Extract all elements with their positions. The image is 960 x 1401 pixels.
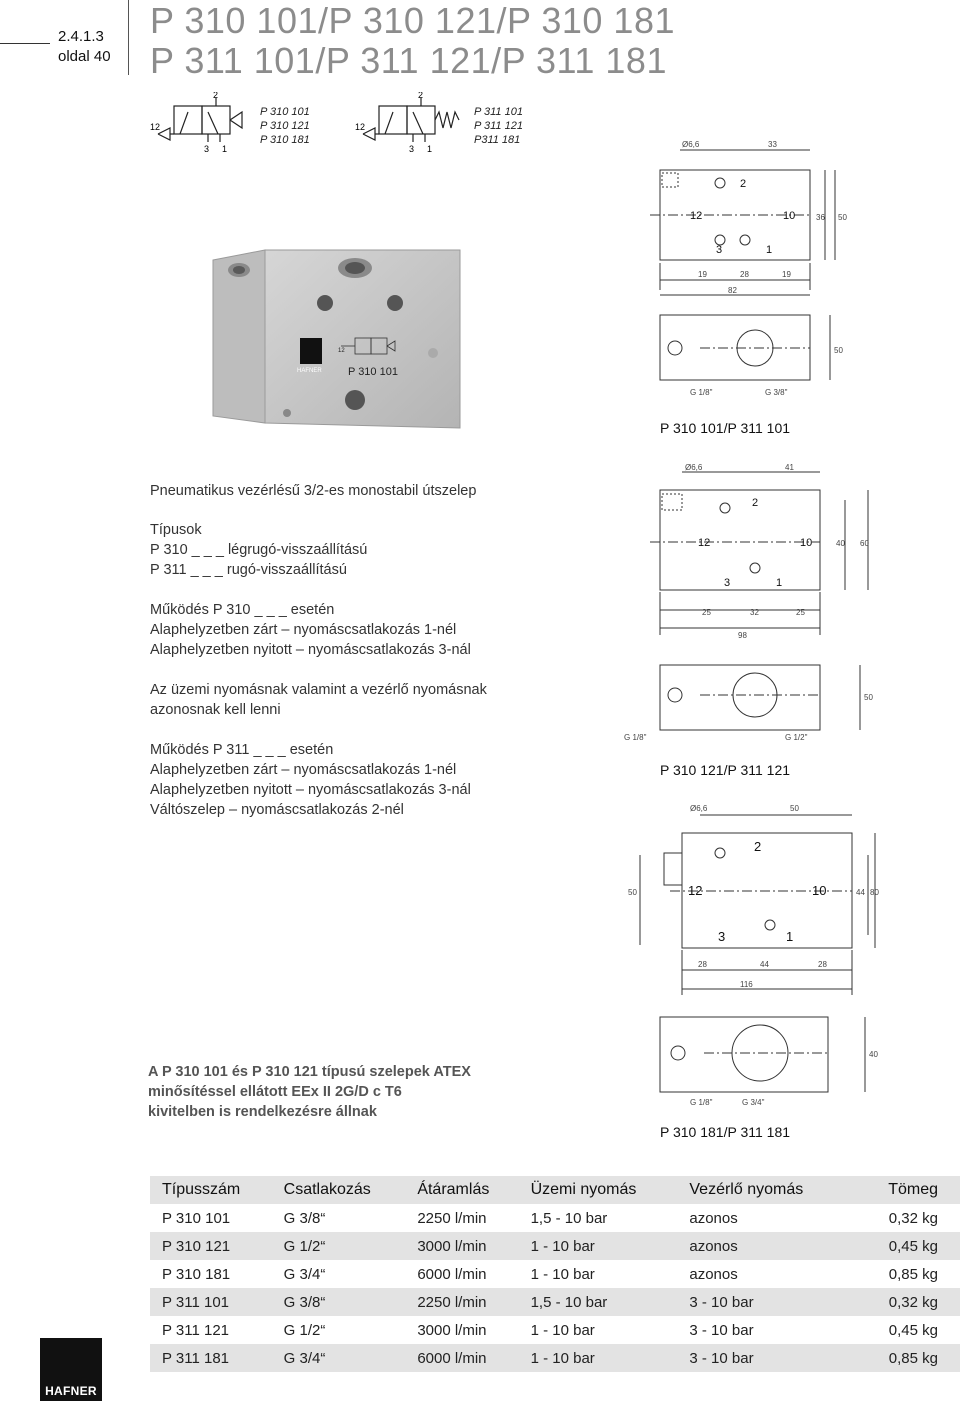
valve-symbol-p311 xyxy=(355,92,470,156)
table-cell: 1 - 10 bar xyxy=(530,1321,595,1339)
table-cell: G 1/2“ xyxy=(283,1237,326,1255)
photo-symbol-port: 12 xyxy=(338,348,345,354)
types-heading: Típusok xyxy=(150,522,202,538)
drawing-side-height-dim: 50 xyxy=(864,693,873,702)
drawing-port-2: 2 xyxy=(754,839,762,854)
symbol-port-2: 2 xyxy=(213,92,219,100)
op311-line: Alaphelyzetben nyitott – nyomáscsatlakozás 3-nál xyxy=(150,782,471,798)
table-row xyxy=(150,1260,960,1288)
drawing-side-height-dim: 50 xyxy=(834,346,843,355)
table-cell: 1 - 10 bar xyxy=(530,1237,595,1255)
table-cell: 1,5 - 10 bar xyxy=(530,1293,608,1311)
drawing-side-height-dim: 40 xyxy=(869,1050,878,1059)
drawing-port-10: 10 xyxy=(800,537,813,549)
symbol-port-3: 3 xyxy=(204,144,210,154)
drawing-port-12: 12 xyxy=(698,537,711,549)
table-cell: 6000 l/min xyxy=(417,1265,487,1283)
section-number: 2.4.1.3 xyxy=(58,28,104,45)
table-cell: azonos xyxy=(689,1237,738,1255)
drawing-bottom-dim-3: 28 xyxy=(818,960,827,969)
drawing-hole-dim: Ø6,6 xyxy=(682,140,700,149)
operation-p310-block xyxy=(150,600,471,660)
drawing-port-2: 2 xyxy=(740,178,747,190)
column-header: Átáramlás xyxy=(417,1181,490,1198)
table-cell: P 311 181 xyxy=(162,1349,230,1367)
drawing-hole-dim: Ø6,6 xyxy=(690,804,708,813)
drawing-bottom-dim-2: 44 xyxy=(760,960,769,969)
symbol-model: P 310 121 xyxy=(260,120,310,132)
drawing-bottom-dim-2: 32 xyxy=(750,608,759,617)
header-rule xyxy=(0,43,50,44)
drawing-thread-left: G 1/8" xyxy=(624,733,647,742)
table-cell: 3 - 10 bar xyxy=(689,1321,754,1339)
dimension-drawing-121 xyxy=(620,460,880,745)
table-cell: 3 - 10 bar xyxy=(689,1349,754,1367)
drawing-port-2: 2 xyxy=(752,497,759,509)
drawing-thread-right: G 1/2" xyxy=(785,733,808,742)
table-row xyxy=(150,1232,960,1260)
drawing-caption-101: P 310 101/P 311 101 xyxy=(660,420,791,436)
drawing-hole-dim: Ø6,6 xyxy=(685,463,703,472)
operation-p311-block xyxy=(150,740,471,820)
drawing-top-dim: 50 xyxy=(790,804,799,813)
symbol-port-12: 12 xyxy=(355,122,366,132)
column-header: Csatlakozás xyxy=(283,1181,371,1198)
op311-heading: Működés P 311 _ _ _ esetén xyxy=(150,742,334,758)
atex-line: minősítéssel ellátott EEx II 2G/D c T6 xyxy=(148,1084,402,1100)
type-p311: P 311 _ _ _ rugó-visszaállítású xyxy=(150,562,347,578)
symbol-port-3: 3 xyxy=(409,144,415,154)
drawing-port-1: 1 xyxy=(786,929,794,944)
table-row xyxy=(150,1288,960,1316)
drawing-total-dim: 116 xyxy=(740,980,753,989)
drawing-left-height-dim: 50 xyxy=(628,888,637,897)
drawing-caption-121: P 310 121/P 311 121 xyxy=(660,762,791,778)
pressure-note-block xyxy=(150,680,487,720)
photo-model-label: P 310 101 xyxy=(348,366,398,378)
table-cell: 0,85 kg xyxy=(888,1349,938,1367)
table-cell: 1,5 - 10 bar xyxy=(530,1209,608,1227)
table-cell: 3000 l/min xyxy=(417,1321,487,1339)
column-header: Típusszám xyxy=(162,1181,241,1198)
dimension-drawing-181 xyxy=(620,795,880,1115)
page-title-line-2: P 311 101/P 311 121/P 311 181 xyxy=(150,40,667,81)
header-separator xyxy=(128,0,129,75)
table-cell: 1 - 10 bar xyxy=(530,1349,595,1367)
table-row xyxy=(150,1204,960,1232)
drawing-height-dim-2: 60 xyxy=(860,539,869,548)
symbol-port-1: 1 xyxy=(222,144,228,154)
types-block xyxy=(150,520,367,580)
drawing-bottom-dim-2: 28 xyxy=(740,270,749,279)
table-cell: 0,85 kg xyxy=(888,1265,938,1283)
table-cell: G 3/4“ xyxy=(283,1265,326,1283)
table-cell: P 310 121 xyxy=(162,1237,231,1255)
table-cell: azonos xyxy=(689,1265,738,1283)
symbol-port-12: 12 xyxy=(150,122,161,132)
table-cell: P 311 101 xyxy=(162,1293,230,1311)
table-cell: P 310 101 xyxy=(162,1209,231,1227)
table-cell: 6000 l/min xyxy=(417,1349,487,1367)
drawing-port-1: 1 xyxy=(776,577,783,589)
pressure-note: Az üzemi nyomásnak valamint a vezérlő nyomásnak xyxy=(150,682,487,698)
drawing-port-10: 10 xyxy=(812,883,827,898)
symbol-model: P311 181 xyxy=(474,134,521,146)
description-title: Pneumatikus vezérlésű 3/2-es monostabil útszelep xyxy=(150,483,477,499)
table-cell: 1 - 10 bar xyxy=(530,1265,595,1283)
logo-text: HAFNER xyxy=(45,1384,97,1398)
table-header-row xyxy=(150,1176,960,1204)
table-row xyxy=(150,1344,960,1372)
valve-product-photo xyxy=(205,248,470,433)
drawing-height-dim-1: 44 xyxy=(856,888,865,897)
symbol-model: P 310 181 xyxy=(260,134,310,146)
drawing-top-dim: 33 xyxy=(768,140,777,149)
table-cell: 0,45 kg xyxy=(888,1237,938,1255)
op311-line: Alaphelyzetben zárt – nyomáscsatlakozás 1-nél xyxy=(150,762,457,778)
drawing-height-dim-2: 80 xyxy=(870,888,879,897)
atex-line: kivitelben is rendelkezésre állnak xyxy=(148,1104,377,1120)
column-header: Tömeg xyxy=(888,1181,938,1198)
table-cell: P 311 121 xyxy=(162,1321,230,1339)
table-cell: azonos xyxy=(689,1209,738,1227)
drawing-port-3: 3 xyxy=(724,577,731,589)
drawing-port-12: 12 xyxy=(690,210,703,222)
table-cell: G 3/8“ xyxy=(283,1293,326,1311)
drawing-caption-181: P 310 181/P 311 181 xyxy=(660,1124,791,1140)
drawing-port-1: 1 xyxy=(766,244,773,256)
drawing-port-3: 3 xyxy=(718,929,726,944)
table-cell: 2250 l/min xyxy=(417,1293,487,1311)
op310-line: Alaphelyzetben zárt – nyomáscsatlakozás 1-nél xyxy=(150,622,457,638)
table-cell: G 1/2“ xyxy=(283,1321,326,1339)
symbol-model: P 311 101 xyxy=(474,106,523,118)
table-cell: 3 - 10 bar xyxy=(689,1293,754,1311)
op310-line: Alaphelyzetben nyitott – nyomáscsatlakozás 3-nál xyxy=(150,642,471,658)
drawing-bottom-dim-1: 25 xyxy=(702,608,711,617)
drawing-total-dim: 98 xyxy=(738,631,747,640)
symbol-port-2: 2 xyxy=(418,92,424,100)
atex-line: A P 310 101 és P 310 121 típusú szelepek ATEX xyxy=(148,1064,471,1080)
page-title-line-1: P 310 101/P 310 121/P 310 181 xyxy=(150,0,675,41)
table-cell: G 3/8“ xyxy=(283,1209,326,1227)
table-cell: G 3/4“ xyxy=(283,1349,326,1367)
op310-heading: Működés P 310 _ _ _ esetén xyxy=(150,602,335,618)
hafner-logo xyxy=(40,1338,102,1401)
drawing-thread-left: G 1/8" xyxy=(690,388,713,397)
drawing-port-10: 10 xyxy=(783,210,796,222)
drawing-bottom-dim-1: 19 xyxy=(698,270,707,279)
drawing-bottom-dim-1: 28 xyxy=(698,960,707,969)
drawing-top-dim: 41 xyxy=(785,463,794,472)
drawing-thread-right: G 3/4" xyxy=(742,1098,765,1107)
dimension-drawing-101 xyxy=(640,135,860,410)
atex-note xyxy=(148,1062,471,1122)
drawing-height-dim-1: 36 xyxy=(816,213,825,222)
drawing-bottom-dim-3: 19 xyxy=(782,270,791,279)
table-cell: 0,32 kg xyxy=(888,1209,938,1227)
drawing-thread-right: G 3/8" xyxy=(765,388,788,397)
table-cell: 3000 l/min xyxy=(417,1237,487,1255)
type-p310: P 310 _ _ _ légrugó-visszaállítású xyxy=(150,542,368,558)
drawing-thread-left: G 1/8" xyxy=(690,1098,713,1107)
op311-line: Váltószelep – nyomáscsatlakozás 2-nél xyxy=(150,802,404,818)
drawing-height-dim-1: 40 xyxy=(836,539,845,548)
symbol-model: P 311 121 xyxy=(474,120,523,132)
photo-logo-text: HAFNER xyxy=(297,368,322,374)
valve-symbol-p310 xyxy=(150,92,260,156)
symbol-model-list-p311 xyxy=(474,105,523,147)
table-cell: 0,45 kg xyxy=(888,1321,938,1339)
symbol-port-1: 1 xyxy=(427,144,433,154)
drawing-port-3: 3 xyxy=(716,244,723,256)
page-number: oldal 40 xyxy=(58,48,111,65)
table-cell: 2250 l/min xyxy=(417,1209,487,1227)
drawing-bottom-dim-3: 25 xyxy=(796,608,805,617)
drawing-total-dim: 82 xyxy=(728,286,737,295)
drawing-port-12: 12 xyxy=(688,883,703,898)
column-header: Vezérlő nyomás xyxy=(689,1181,804,1198)
symbol-model: P 310 101 xyxy=(260,106,310,118)
table-row xyxy=(150,1316,960,1344)
table-cell: 0,32 kg xyxy=(888,1293,938,1311)
column-header: Üzemi nyomás xyxy=(530,1181,637,1198)
drawing-height-dim-2: 50 xyxy=(838,213,847,222)
pressure-note: azonosnak kell lenni xyxy=(150,702,281,718)
table-cell: P 310 181 xyxy=(162,1265,231,1283)
symbol-model-list-p310 xyxy=(260,105,310,147)
specification-table xyxy=(150,1176,960,1372)
